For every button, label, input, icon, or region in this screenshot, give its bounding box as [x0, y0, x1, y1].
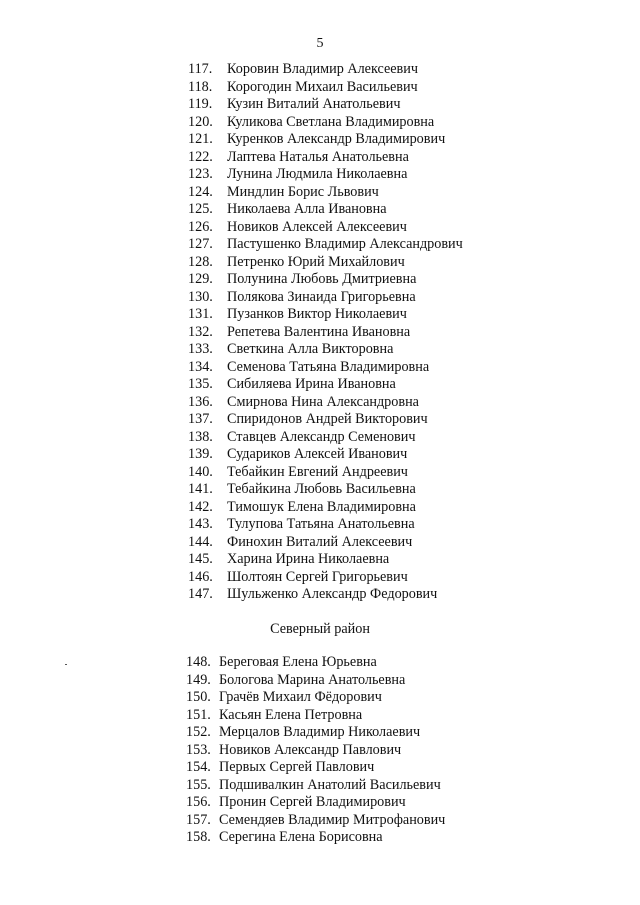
- item-number: 128.: [188, 253, 213, 270]
- person-name: Грачёв Михаил Фёдорович: [219, 689, 382, 705]
- person-name: Спиридонов Андрей Викторович: [227, 411, 428, 427]
- item-number: 127.: [188, 236, 213, 252]
- person-name: Миндлин Борис Львович: [227, 183, 379, 200]
- person-name: Шолтоян Сергей Григорьевич: [227, 568, 408, 585]
- person-name: Финохин Виталий Алексеевич: [227, 533, 413, 550]
- item-number: 117.: [188, 61, 213, 77]
- person-name: Новиков Алексей Алексеевич: [227, 218, 407, 235]
- section-title: Северный район: [270, 621, 370, 637]
- item-number: 123.: [188, 166, 213, 182]
- item-number: 125.: [188, 201, 213, 217]
- item-number: 122.: [188, 148, 213, 165]
- item-number: 130.: [188, 288, 213, 305]
- person-name: Береговая Елена Юрьевна: [219, 654, 377, 670]
- item-number: 154.: [186, 759, 211, 775]
- item-number: 142.: [188, 498, 213, 515]
- item-number: 119.: [188, 96, 213, 112]
- person-name: Лунина Людмила Николаевна: [227, 166, 408, 182]
- person-name: Кузин Виталий Анатольевич: [227, 96, 401, 112]
- item-number: 138.: [188, 428, 213, 445]
- person-name: Светкина Алла Викторовна: [227, 341, 394, 357]
- person-name: Сибиляева Ирина Ивановна: [227, 376, 396, 392]
- item-number: 135.: [188, 376, 213, 392]
- person-name: Судариков Алексей Иванович: [227, 446, 408, 462]
- item-number: 129.: [188, 271, 213, 287]
- person-name: Пузанков Виктор Николаевич: [227, 306, 407, 322]
- item-number: 156.: [186, 794, 211, 810]
- item-number: 143.: [188, 516, 213, 532]
- person-name: Куликова Светлана Владимировна: [227, 113, 435, 130]
- item-number: 158.: [186, 829, 211, 845]
- item-number: 134.: [188, 358, 213, 375]
- person-name: Коровин Владимир Алексеевич: [227, 61, 418, 77]
- person-name: Семенова Татьяна Владимировна: [227, 358, 430, 375]
- item-number: 133.: [188, 341, 213, 357]
- person-name: Касьян Елена Петровна: [219, 706, 363, 723]
- person-name: Полякова Зинаида Григорьевна: [227, 288, 416, 305]
- person-name: Мерцалов Владимир Николаевич: [219, 724, 421, 740]
- person-name: Ставцев Александр Семенович: [227, 428, 416, 445]
- item-number: 126.: [188, 218, 213, 235]
- item-number: 118.: [188, 78, 213, 95]
- item-number: 151.: [186, 706, 211, 723]
- person-name: Корогодин Михаил Васильевич: [227, 78, 418, 95]
- person-name: Новиков Александр Павлович: [219, 741, 402, 758]
- item-number: 147.: [188, 586, 213, 602]
- item-number: 144.: [188, 533, 213, 550]
- person-name: Пастушенко Владимир Александрович: [227, 236, 463, 252]
- item-number: 152.: [186, 724, 211, 740]
- person-name: Репетева Валентина Ивановна: [227, 323, 411, 340]
- person-name: Николаева Алла Ивановна: [227, 201, 387, 217]
- item-number: 155.: [186, 776, 211, 793]
- person-name: Серегина Елена Борисовна: [219, 829, 383, 845]
- item-number: 150.: [186, 689, 211, 705]
- person-name: Пронин Сергей Владимирович: [219, 794, 406, 810]
- person-name: Лаптева Наталья Анатольевна: [227, 148, 409, 165]
- person-name: Смирнова Нина Александровна: [227, 393, 419, 410]
- item-number: 132.: [188, 323, 213, 340]
- page-number: 5: [316, 36, 324, 51]
- person-name: Куренков Александр Владимирович: [227, 131, 446, 147]
- person-name: Подшивалкин Анатолий Васильевич: [219, 776, 441, 793]
- person-name: Шульженко Александр Федорович: [227, 586, 438, 602]
- item-number: 131.: [188, 306, 213, 322]
- item-number: 137.: [188, 411, 213, 427]
- item-number: 121.: [188, 131, 213, 147]
- scan-speck: [65, 664, 67, 665]
- item-number: 141.: [188, 481, 213, 497]
- item-number: 136.: [188, 393, 213, 410]
- item-number: 148.: [186, 654, 211, 670]
- person-name: Бологова Марина Анатольевна: [219, 671, 406, 688]
- item-number: 146.: [188, 568, 213, 585]
- item-number: 139.: [188, 446, 213, 462]
- item-number: 145.: [188, 551, 213, 567]
- item-number: 157.: [186, 811, 211, 828]
- person-name: Тимошук Елена Владимировна: [227, 498, 416, 515]
- person-name: Первых Сергей Павлович: [219, 759, 375, 775]
- item-number: 124.: [188, 183, 213, 200]
- person-name: Петренко Юрий Михайлович: [227, 253, 405, 270]
- person-name: Тебайкина Любовь Васильевна: [227, 481, 416, 497]
- person-name: Полунина Любовь Дмитриевна: [227, 271, 417, 287]
- item-number: 149.: [186, 671, 211, 688]
- item-number: 153.: [186, 741, 211, 758]
- person-name: Тулупова Татьяна Анатольевна: [227, 516, 415, 532]
- person-name: Семендяев Владимир Митрофанович: [219, 811, 446, 828]
- item-number: 120.: [188, 113, 213, 130]
- person-name: Тебайкин Евгений Андреевич: [227, 463, 408, 480]
- item-number: 140.: [188, 463, 213, 480]
- person-name: Харина Ирина Николаевна: [227, 551, 390, 567]
